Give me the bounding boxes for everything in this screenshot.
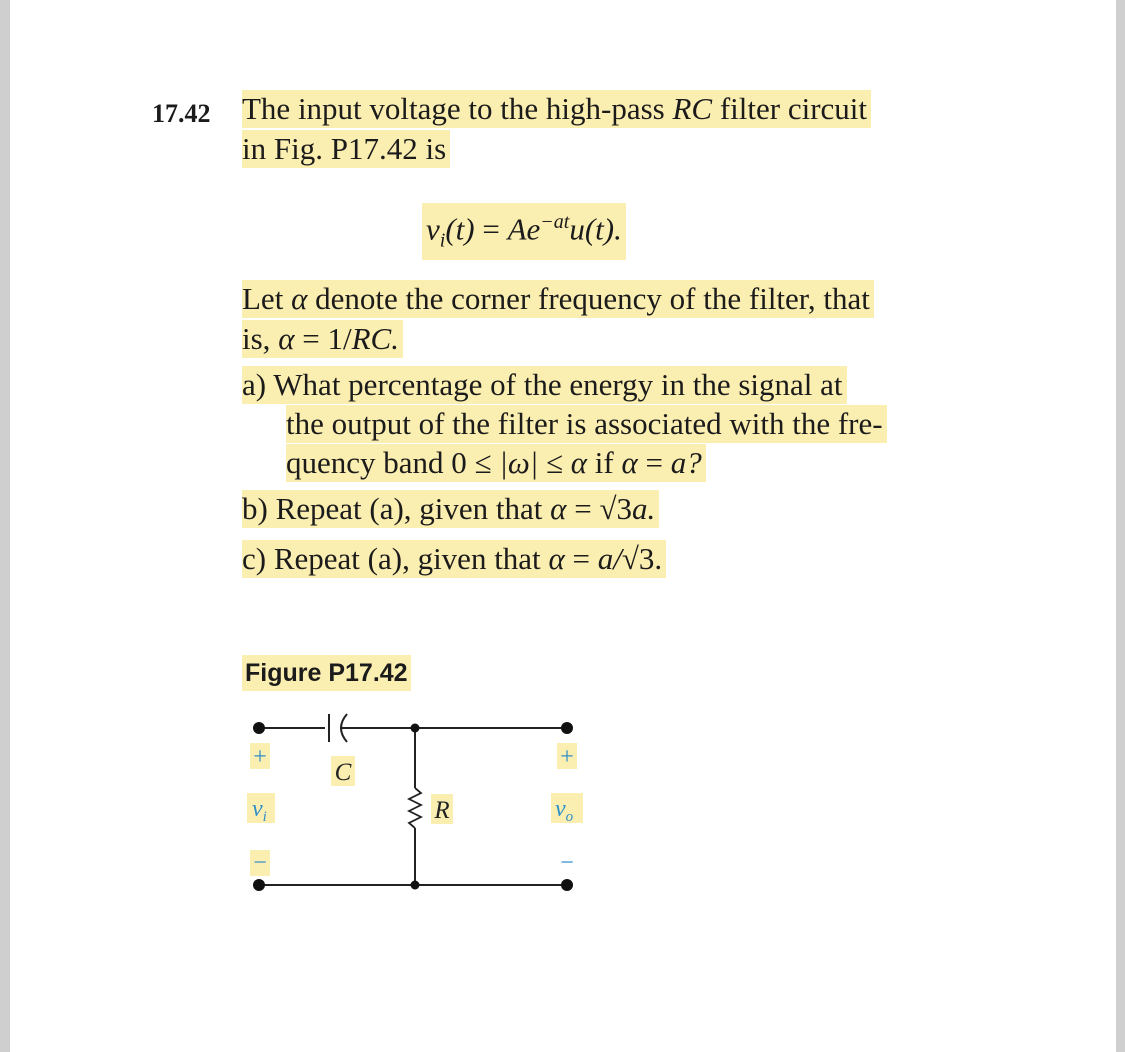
output-terminal-bottom	[561, 879, 573, 891]
figure-title: Figure P17.42	[242, 655, 411, 691]
input-plus-sign: +	[253, 744, 267, 770]
capacitor-label: C	[334, 759, 352, 786]
part-a-line-2: the output of the filter is associated with the fre-	[286, 405, 887, 443]
output-minus-sign: −	[560, 850, 574, 876]
problem-number: 17.42	[152, 99, 211, 128]
let-alpha-line-1: Let α denote the corner frequency of the filter, that	[242, 280, 874, 318]
bottom-node	[411, 881, 420, 890]
top-node	[411, 724, 420, 733]
input-voltage-equation: $v_i(t) = Ae^{-at}u(t)$.	[422, 203, 626, 260]
problem-line-2: in Fig. P17.42 is	[242, 130, 450, 168]
resistor-label: R	[434, 797, 450, 824]
input-minus-sign: −	[253, 850, 267, 876]
rc-circuit-diagram	[235, 700, 595, 900]
output-plus-sign: +	[560, 744, 574, 770]
part-a-line-3: quency band 0 ≤ |ω| ≤ α if α = a?	[286, 444, 706, 482]
part-c: c) Repeat (a), given that α = a/√3.	[242, 540, 666, 578]
problem-line-1: The input voltage to the high-pass RC filter circuit	[242, 90, 871, 128]
input-terminal-top	[253, 722, 265, 734]
part-b: b) Repeat (a), given that α = √3a.	[242, 490, 659, 528]
document-page	[10, 0, 1116, 1052]
let-alpha-line-2: is, α = 1/RC.	[242, 320, 403, 358]
part-a-line-1: a) What percentage of the energy in the signal at	[242, 366, 847, 404]
input-voltage-label: $v_i$	[252, 796, 267, 825]
resistor-symbol	[409, 788, 421, 828]
input-terminal-bottom	[253, 879, 265, 891]
output-voltage-label: $v_o$	[555, 796, 574, 825]
output-terminal-top	[561, 722, 573, 734]
